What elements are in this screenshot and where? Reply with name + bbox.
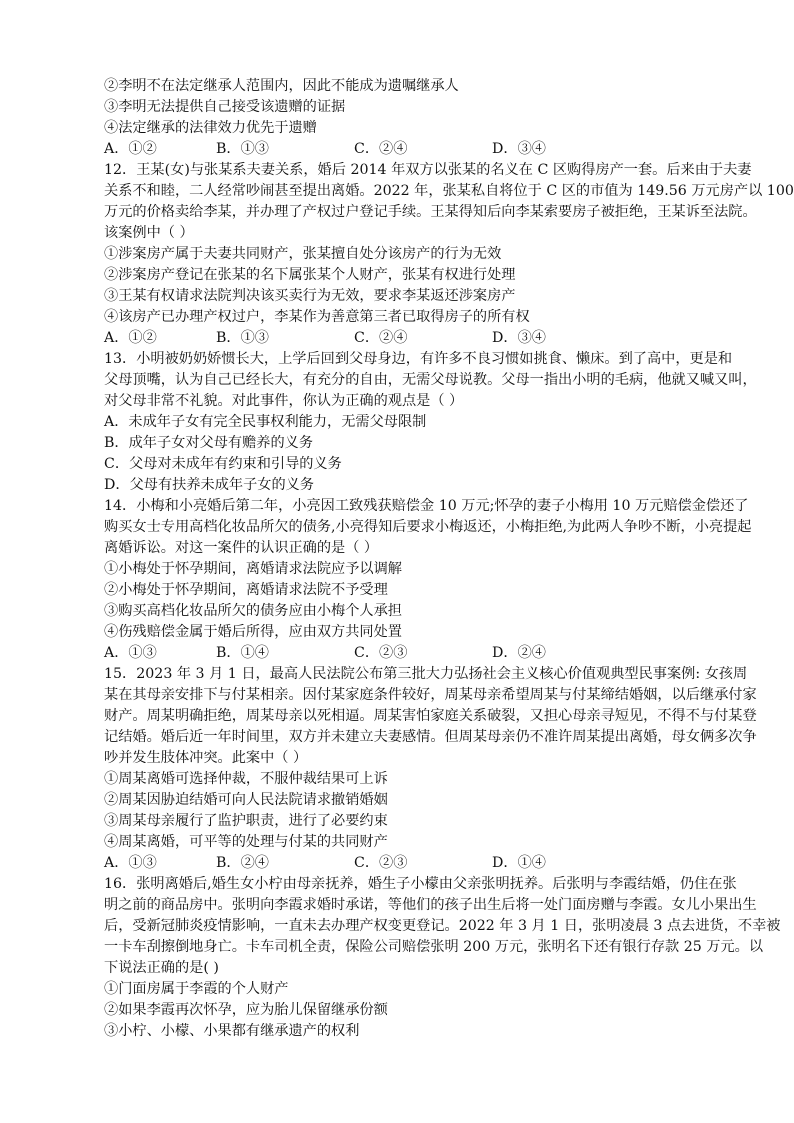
q14-option-1: ①小梅处于怀孕期间，离婚请求法院应予以调解	[104, 561, 402, 577]
q16-option-1: ①门面房属于李霞的个人财产	[104, 981, 289, 997]
q15-stem-line-4: 记结婚。婚后近一年时间里，双方并未建立夫妻感情。但周某母亲仍不准许周某提出离婚，母女俩多次争	[104, 729, 757, 745]
page-content	[104, 76, 794, 1042]
q16-stem-line-5: 下说法正确的是( )	[104, 960, 219, 976]
q16-stem-line-4: 一卡车刮擦倒地身亡。卡车司机全责，保险公司赔偿张明 200 万元，张明名下还有银行存款 25 万元。以	[104, 939, 764, 955]
question-16	[104, 874, 781, 1042]
q16-stem-line-2: 明之前的商品房中。张明向李霞求婚时承诺，等他们的孩子出生后将一处门面房赠与李霞。女儿小果出生	[104, 897, 757, 913]
question-13	[104, 349, 757, 496]
q12-choice-b: B．①③	[216, 330, 269, 346]
q15-choice-a: A．①③	[104, 855, 157, 871]
q16-option-3: ③小柠、小檬、小果都有继承遗产的权利	[104, 1023, 360, 1039]
q13-stem-line-3: 对父母非常不礼貌。对此事件，你认为正确的观点是（ ）	[104, 393, 464, 409]
question-14	[104, 496, 752, 664]
q13-option-b: B．成年子女对父母有赡养的义务	[104, 435, 314, 451]
q12-stem-line-3: 万元的价格卖给李某，并办理了产权过户登记手续。王某得知后向李某索要房子被拒绝，王某诉至法院。	[104, 204, 757, 220]
q16-stem-line-1: 16．张明离婚后,婚生女小柠由母亲抚养，婚生子小檬由父亲张明抚养。后张明与李霞结婚，仍住在张	[104, 876, 737, 892]
q11-choice-d: D．③④	[492, 141, 546, 157]
q12-choice-c: C．②④	[354, 330, 408, 346]
q16-option-2: ②如果李霞再次怀孕，应为胎儿保留继承份额	[104, 1002, 388, 1018]
q15-choice-d: D．①④	[492, 855, 546, 871]
q14-option-3: ③购买高档化妆品所欠的债务应由小梅个人承担	[104, 603, 402, 619]
q14-choices	[104, 643, 716, 664]
q14-stem-line-2: 购买女士专用高档化妆品所欠的债务,小亮得知后要求小梅返还，小梅拒绝,为此两人争吵不断，小亮提起	[104, 519, 752, 535]
q11-option-2: ②李明不在法定继承人范围内，因此不能成为遗嘱继承人	[104, 78, 459, 94]
q13-stem-line-1: 13．小明被奶奶娇惯长大，上学后回到父母身边，有许多不良习惯如挑食、懒床。到了高中，更是和	[104, 351, 733, 367]
q14-choice-b: B．①④	[216, 645, 269, 661]
q16-stem-line-3: 后，受新冠肺炎疫情影响，一直未去办理产权变更登记。2022 年 3 月 1 日，张明凌晨 3 点去进货，不幸被	[104, 918, 781, 934]
q11-choices	[104, 139, 716, 160]
q13-option-c: C．父母对未成年有约束和引导的义务	[104, 456, 342, 472]
q12-choice-d: D．③④	[492, 330, 546, 346]
q15-option-2: ②周某因胁迫结婚可向人民法院请求撤销婚姻	[104, 792, 388, 808]
q15-choices	[104, 853, 716, 874]
q13-option-a: A．未成年子女有完全民事权利能力，无需父母限制	[104, 414, 427, 430]
q14-choice-d: D．②④	[492, 645, 546, 661]
q15-stem-line-2: 某在其母亲安排下与付某相亲。因付某家庭条件较好，周某母亲希望周某与付某缔结婚姻，以后继承付家	[104, 687, 757, 703]
q14-option-2: ②小梅处于怀孕期间，离婚请求法院不予受理	[104, 582, 388, 598]
q11-choice-b: B．①③	[216, 141, 269, 157]
q12-stem-line-2: 关系不和睦，二人经常吵闹甚至提出离婚。2022 年，张某私自将位于 C 区的市值为 149.56 万元房产以 100	[104, 183, 794, 199]
q15-stem-line-1: 15．2023 年 3 月 1 日，最高人民法院公布第三批大力弘扬社会主义核心价值观典型民事案例: 女孩周	[104, 666, 748, 682]
q11-choice-c: C．②④	[354, 141, 408, 157]
q11-choice-a: A．①②	[104, 141, 157, 157]
question-15	[104, 664, 757, 874]
q15-choice-b: B．②④	[216, 855, 269, 871]
q13-option-d: D．父母有扶养未成年子女的义务	[104, 477, 315, 493]
q15-option-3: ③周某母亲履行了监护职责，进行了必要约束	[104, 813, 388, 829]
q13-stem-line-2: 父母顶嘴，认为自己已经长大，有充分的自由，无需父母说教。父母一指出小明的毛病，他就又喊又叫，	[104, 372, 757, 388]
q12-option-4: ④该房产已办理产权过户，李某作为善意第三者已取得房子的所有权	[104, 309, 530, 325]
q14-choice-a: A．①③	[104, 645, 157, 661]
q14-stem-line-1: 14．小梅和小亮婚后第二年，小亮因工致残获赔偿金 10 万元;怀孕的妻子小梅用 10 万元赔偿金偿还了	[104, 498, 749, 514]
q15-choice-c: C．②③	[354, 855, 408, 871]
question-12	[104, 160, 794, 349]
q15-stem-line-3: 财产。周某明确拒绝，周某母亲以死相逼。周某害怕家庭关系破裂，又担心母亲寻短见，不得不与付某登	[104, 708, 757, 724]
question-11	[104, 76, 716, 160]
q12-option-1: ①涉案房产属于夫妻共同财产，张某擅自处分该房产的行为无效	[104, 246, 502, 262]
q14-option-4: ④伤残赔偿金属于婚后所得，应由双方共同处置	[104, 624, 402, 640]
q12-choice-a: A．①②	[104, 330, 157, 346]
q14-stem-line-3: 离婚诉讼。对这一案件的认识正确的是（ ）	[104, 540, 379, 556]
q15-option-4: ④周某离婚，可平等的处理与付某的共同财产	[104, 834, 388, 850]
q12-stem-line-1: 12．王某(女)与张某系夫妻关系，婚后 2014 年双方以张某的名义在 C 区购得房产一套。后来由于夫妻	[104, 162, 752, 178]
q12-option-2: ②涉案房产登记在张某的名下属张某个人财产，张某有权进行处理	[104, 267, 516, 283]
q15-option-1: ①周某离婚可选择仲裁，不服仲裁结果可上诉	[104, 771, 388, 787]
q11-option-3: ③李明无法提供自己接受该遗赠的证据	[104, 99, 346, 115]
q14-choice-c: C．②③	[354, 645, 408, 661]
q12-choices	[104, 328, 716, 349]
q12-option-3: ③王某有权请求法院判决该买卖行为无效，要求李某返还涉案房产	[104, 288, 516, 304]
q12-stem-line-4: 该案例中（ ）	[104, 225, 194, 241]
q11-option-4: ④法定继承的法律效力优先于遗赠	[104, 120, 317, 136]
q15-stem-line-5: 吵并发生肢体冲突。此案中（ ）	[104, 750, 308, 766]
